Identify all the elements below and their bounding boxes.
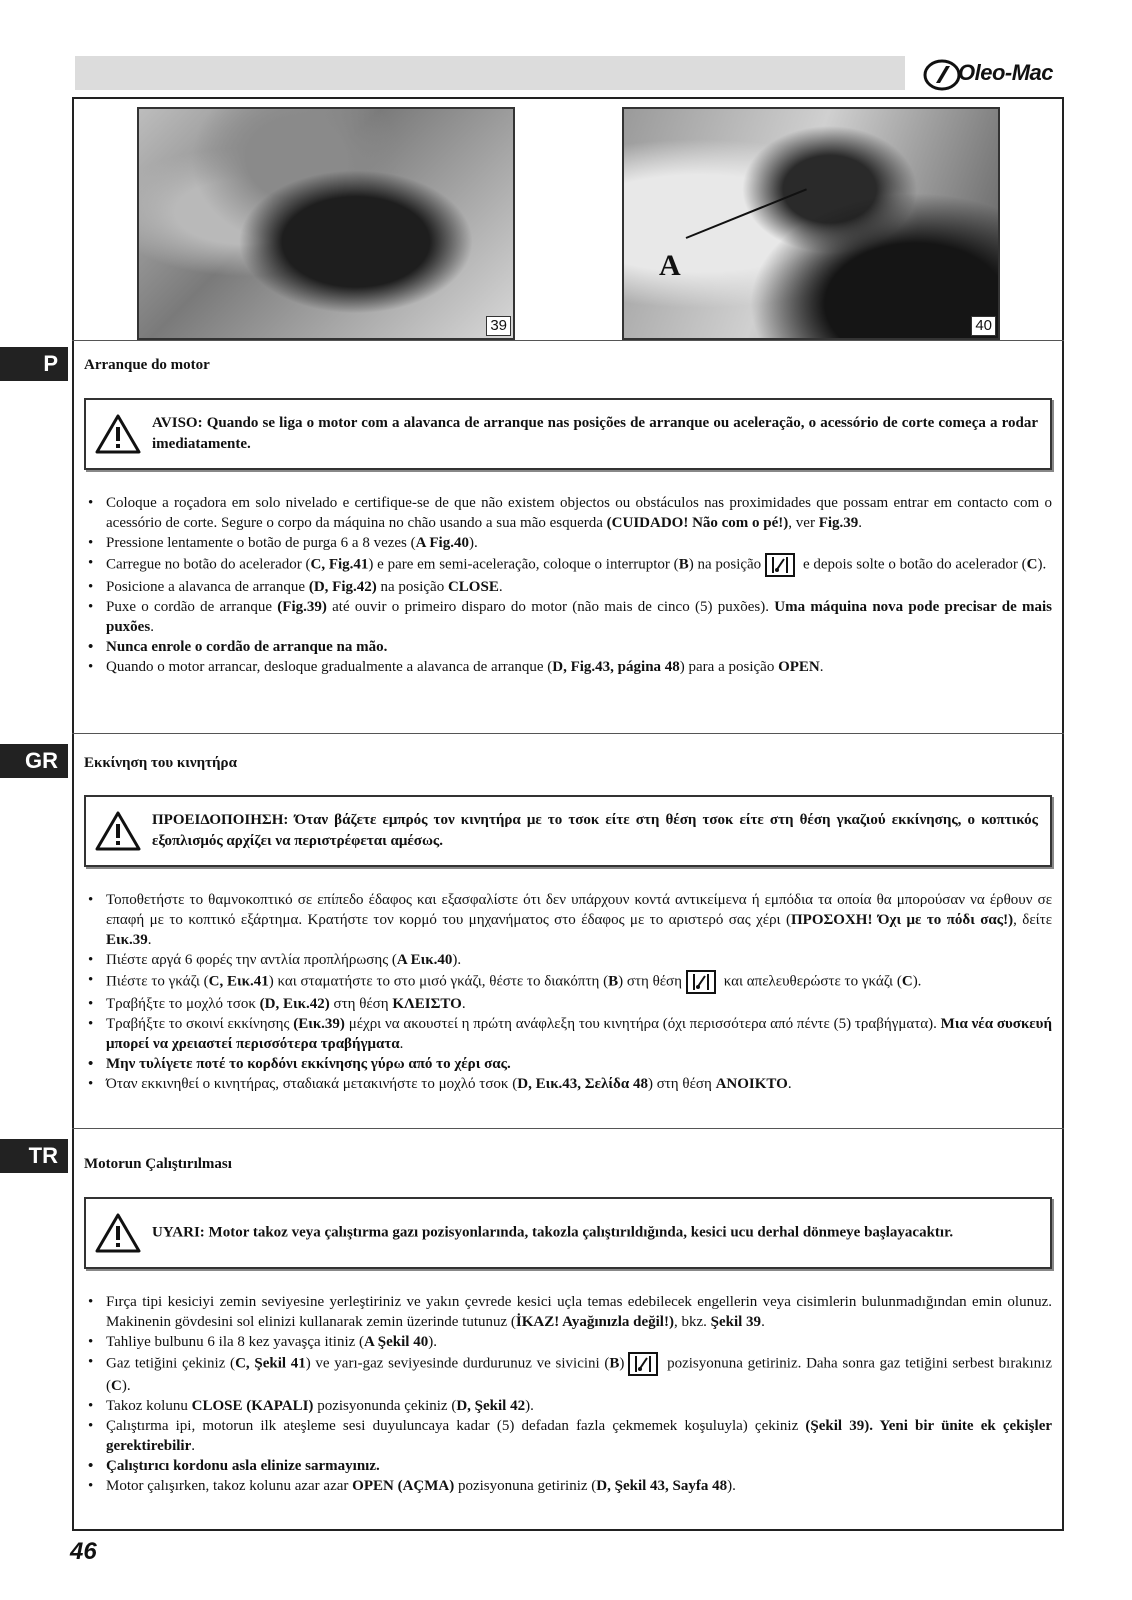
language-tab-gr: GR (0, 744, 68, 778)
list-item: • Pressione lentamente o botão de purga 6 a 8 vezes (A Fig.40). (84, 533, 1052, 553)
language-tab-tr: TR (0, 1139, 68, 1173)
section-title: Εκκίνηση του κινητήρα (84, 755, 237, 771)
page-number: 46 (70, 1538, 97, 1565)
list-item: • Çalıştırıcı kordonu asla elinize sarmayınız. (84, 1456, 1052, 1476)
list-item: • Coloque a roçadora em solo nivelado e certifique-se de que não existem objectos ou obstáculos nas proximidades que possam entrar em contacto com o acessório de corte. Segure o corpo da máquina no chão usando a sua mão esquerda (CUIDADO! Não com o pé!), ver Fig.39. (84, 493, 1052, 533)
figure-40-photo (622, 107, 1000, 340)
switch-symbol-icon (686, 970, 716, 994)
instruction-list (84, 493, 1052, 677)
list-item: • Πιέστε αργά 6 φορές την αντλία προπλήρωσης (A Εικ.40). (84, 950, 1052, 970)
instruction-list (84, 890, 1052, 1094)
section-title: Arranque do motor (84, 357, 210, 373)
list-item: • Takoz kolunu CLOSE (KAPALI) pozisyonunda çekiniz (D, Şekil 42). (84, 1396, 1052, 1416)
figure-label: 39 (486, 316, 511, 336)
list-item: • Fırça tipi kesiciyi zemin seviyesine yerleştiriniz ve yakın çevrede kesici uçla temas edebilecek engellerin veya cisimlerin bulunmadığından emin olunuz. Makinenin gövdesini sol elinizi kullanarak zemin üzerinde tutunuz (İKAZ! Ayağınızla değil!), bkz. Şekil 39. (84, 1292, 1052, 1332)
list-item: • Τραβήξτε το σκοινί εκκίνησης (Εικ.39) μέχρι να ακουστεί η πρώτη ανάφλεξη του κινητήρα (όχι περισσότερα από πέντε (5) τραβήγματα). Μια νέα συσκευή μπορεί να χρειαστεί περισσότερα τραβήγματα. (84, 1014, 1052, 1054)
list-item: • Tahliye bulbunu 6 ila 8 kez yavaşça itiniz (A Şekil 40). (84, 1332, 1052, 1352)
section-divider (72, 340, 1064, 341)
list-item: • Τοποθετήστε το θαμνοκοπτικό σε επίπεδο έδαφος και εξασφαλίστε ότι δεν υπάρχουν κοντά αντικείμενα ή εμπόδια τα οποία θα μπορούσαν να έρθουν σε επαφή με το κοπτικό εξάρτημα. Κρατήστε τον κορμό του μηχανήματος στο έδαφος με το αριστερό σας χέρι (ΠΡΟΣΟΧΗ! Όχι με το πόδι σας!), δείτε Εικ.39. (84, 890, 1052, 950)
figure-callout: A (659, 249, 681, 282)
switch-symbol-icon (628, 1352, 658, 1376)
list-item: • Όταν εκκινηθεί ο κινητήρας, σταδιακά μετακινήστε το μοχλό τσοκ (D, Εικ.43, Σελίδα 48) στη θέση ΑΝΟΙΚΤΟ. (84, 1074, 1052, 1094)
list-item: • Πιέστε το γκάζι (C, Εικ.41) και σταματήστε το στο μισό γκάζι, θέστε το διακόπτη (B) στη θέση και απελευθερώστε το γκάζι (C). (84, 970, 1052, 994)
list-item: • Quando o motor arrancar, desloque gradualmente a alavanca de arranque (D, Fig.43, página 48) para a posição OPEN. (84, 657, 1052, 677)
list-item: • Τραβήξτε το μοχλό τσοκ (D, Εικ.42) στη θέση ΚΛΕΙΣΤΟ. (84, 994, 1052, 1014)
callout-line (686, 188, 807, 239)
list-item: • Μην τυλίγετε ποτέ το κορδόνι εκκίνησης γύρω από το χέρι σας. (84, 1054, 1052, 1074)
brand-name: Oleo-Mac (958, 60, 1054, 85)
section-title: Motorun Çalıştırılması (84, 1156, 232, 1172)
figure-39-photo (137, 107, 515, 340)
warning-text: AVISO: Quando se liga o motor com a alavanca de arranque nas posições de arranque ou aceleração, o acessório de corte começa a rodar imediatamente. (152, 415, 1038, 452)
section-divider (72, 1128, 1064, 1129)
list-item: • Carregue no botão do acelerador (C, Fig.41) e pare em semi-aceleração, coloque o interruptor (B) na posição e depois solte o botão do acelerador (C). (84, 553, 1052, 577)
figure-label: 40 (971, 316, 996, 336)
warning-icon (94, 1212, 142, 1254)
list-item: • Nunca enrole o cordão de arranque na mão. (84, 637, 1052, 657)
language-tab-p: P (0, 347, 68, 381)
warning-text: UYARI: Motor takoz veya çalıştırma gazı pozisyonlarında, takozla çalıştırıldığında, kesici ucu derhal dönmeye başlayacaktır. (152, 1224, 954, 1241)
list-item: • Gaz tetiğini çekiniz (C, Şekil 41) ve yarı-gaz seviyesinde durdurunuz ve sivicini (B) pozisyonuna getiriniz. Daha sonra gaz tetiğini serbest bırakınız (C). (84, 1352, 1052, 1396)
warning-text: ΠΡΟΕΙΔΟΠΟΙΗΣΗ: Όταν βάζετε εμπρός τον κινητήρα με το τσοκ είτε στη θέση τσοκ είτε στη θέση γκαζιού εκκίνησης, ο κοπτικός εξοπλισμός αρχίζει να περιστρέφεται αμέσως. (152, 812, 1038, 849)
instruction-list (84, 1292, 1052, 1496)
list-item: • Posicione a alavanca de arranque (D, Fig.42) na posição CLOSE. (84, 577, 1052, 597)
warning-box (84, 1197, 1052, 1269)
brand-logo-icon (922, 58, 962, 92)
warning-box (84, 795, 1052, 867)
list-item: • Çalıştırma ipi, motorun ilk ateşleme sesi duyuluncaya kadar (5) defadan fazla çekmemek koşuluyla) çekiniz (Şekil 39). Yeni bir ünite ek çekişler gerektirebilir. (84, 1416, 1052, 1456)
list-item: • Motor çalışırken, takoz kolunu azar azar OPEN (AÇMA) pozisyonuna getiriniz (D, Şekil 43, Sayfa 48). (84, 1476, 1052, 1496)
warning-icon (94, 413, 142, 455)
list-item: • Puxe o cordão de arranque (Fig.39) até ouvir o primeiro disparo do motor (não mais de cinco (5) puxões). Uma máquina nova pode precisar de mais puxões. (84, 597, 1052, 637)
section-divider (72, 733, 1064, 734)
switch-symbol-icon (765, 553, 795, 577)
warning-box (84, 398, 1052, 470)
brand-logo (922, 58, 1064, 92)
warning-icon (94, 810, 142, 852)
header-bar (75, 56, 905, 90)
